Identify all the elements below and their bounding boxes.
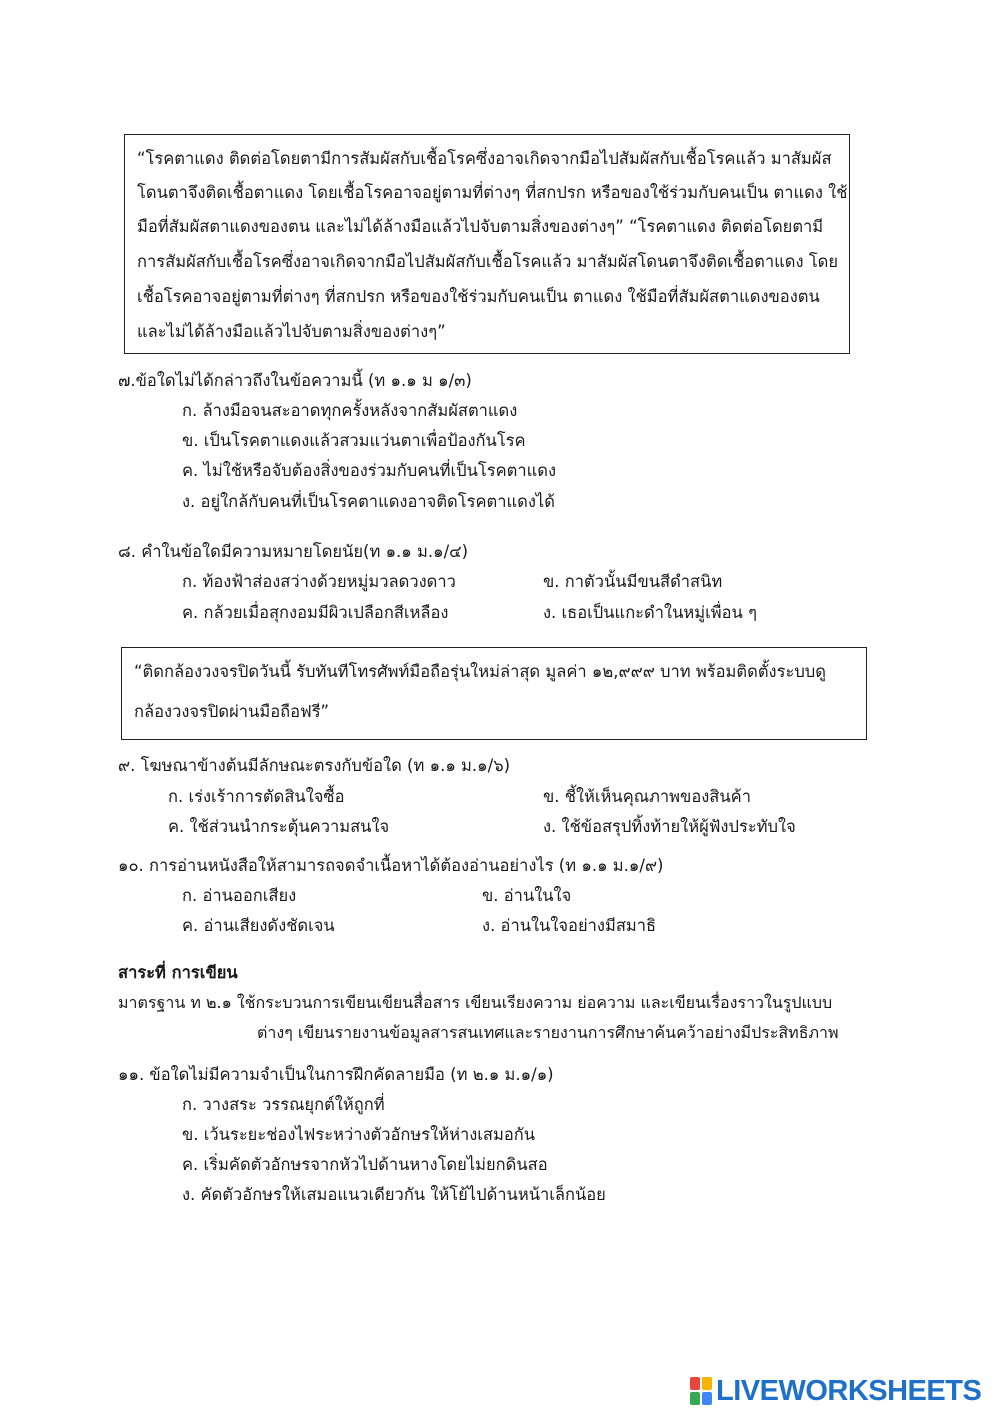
passage-1-line: มือที่สัมผัสตาแดงของตน และไม่ได้ล้างมือแล้วไปจับตามสิ่งของต่างๆ” “โรคตาแดง ติดต่อโดยตามี [137, 217, 824, 236]
q11-option-c[interactable]: ค. เริ่มคัดตัวอักษรจากหัวไปด้านหางโดยไม่ยกดินสอ [182, 1155, 548, 1174]
question-11: ๑๑. ข้อใดไม่มีความจำเป็นในการฝึกคัดลายมือ (ท ๒.๑ ม.๑/๑) [118, 1065, 554, 1084]
passage-box-1 [124, 134, 850, 354]
q9-option-c[interactable]: ค. ใช้ส่วนนำกระตุ้นความสนใจ [168, 817, 390, 836]
question-8: ๘. คำในข้อใดมีความหมายโดยนัย(ท ๑.๑ ม.๑/๔) [118, 542, 469, 561]
passage-2-line: “ติดกล้องวงจรปิดวันนี้ รับทันทีโทรศัพท์มือถือรุ่นใหม่ล่าสุด มูลค่า ๑๒,๙๙๙ บาท พร้อมติดตั้งระบบดู [134, 662, 827, 681]
q11-option-d[interactable]: ง. คัดตัวอักษรให้เสมอแนวเดียวกัน ให้โย้ไปด้านหน้าเล็กน้อย [182, 1185, 606, 1204]
section-title: สาระที่ การเขียน [118, 963, 238, 982]
q10-option-c[interactable]: ค. อ่านเสียงดังชัดเจน [182, 916, 335, 935]
q7-option-d[interactable]: ง. อยู่ใกล้กับคนที่เป็นโรคตาแดงอาจติดโรคตาแดงได้ [182, 492, 555, 511]
q8-option-d[interactable]: ง. เธอเป็นแกะดำในหมู่เพื่อน ๆ [543, 603, 757, 622]
standard-line-2: ต่างๆ เขียนรายงานข้อมูลสารสนเทศและรายงานการศึกษาค้นคว้าอย่างมีประสิทธิภาพ [257, 1023, 839, 1042]
passage-box-2 [121, 647, 867, 740]
logo-tile [690, 1392, 700, 1405]
passage-1-line: การสัมผัสกับเชื้อโรคซึ่งอาจเกิดจากมือไปสัมผัสกับเชื้อโรคแล้ว มาสัมผัสโดนตาจึงติดเชื้อตาแดง โดย [137, 252, 839, 271]
passage-2-line: กล้องวงจรปิดผ่านมือถือฟรี” [134, 702, 330, 721]
liveworksheets-icon [690, 1377, 712, 1405]
logo-tile [702, 1377, 712, 1390]
q11-option-a[interactable]: ก. วางสระ วรรณยุกต์ให้ถูกที่ [182, 1095, 385, 1114]
liveworksheets-logo [690, 1373, 990, 1409]
q10-option-b[interactable]: ข. อ่านในใจ [482, 886, 572, 905]
q10-option-a[interactable]: ก. อ่านออกเสียง [182, 886, 297, 905]
logo-tile [690, 1377, 700, 1390]
q8-option-c[interactable]: ค. กล้วยเมื่อสุกงอมมีผิวเปลือกสีเหลือง [182, 603, 449, 622]
q7-option-b[interactable]: ข. เป็นโรคตาแดงแล้วสวมแว่นตาเพื่อป้องกันโรค [182, 431, 526, 450]
q10-option-d[interactable]: ง. อ่านในใจอย่างมีสมาธิ [482, 916, 657, 935]
q9-option-a[interactable]: ก. เร่งเร้าการตัดสินใจซื้อ [168, 787, 345, 806]
q8-option-a[interactable]: ก. ท้องฟ้าส่องสว่างด้วยหมู่มวลดวงดาว [182, 572, 456, 591]
q7-option-c[interactable]: ค. ไม่ใช้หรือจับต้องสิ่งของร่วมกับคนที่เป็นโรคตาแดง [182, 461, 557, 480]
q11-option-b[interactable]: ข. เว้นระยะช่องไฟระหว่างตัวอักษรให้ห่างเสมอกัน [182, 1125, 536, 1144]
q9-option-d[interactable]: ง. ใช้ข้อสรุปทิ้งท้ายให้ผู้ฟังประทับใจ [543, 817, 796, 836]
standard-line-1: มาตรฐาน ท ๒.๑ ใช้กระบวนการเขียนเขียนสื่อสาร เขียนเรียงความ ย่อความ และเขียนเรื่องราวในรูปแบบ [118, 993, 833, 1012]
question-9: ๙. โฆษณาข้างต้นมีลักษณะตรงกับข้อใด (ท ๑.๑ ม.๑/๖) [118, 756, 511, 775]
q7-option-a[interactable]: ก. ล้างมือจนสะอาดทุกครั้งหลังจากสัมผัสตาแดง [182, 401, 518, 420]
passage-1-line: “โรคตาแดง ติดต่อโดยตามีการสัมผัสกับเชื้อโรคซึ่งอาจเกิดจากมือไปสัมผัสกับเชื้อโรคแล้ว มาสัมผัส [137, 149, 832, 168]
passage-1-line: เชื้อโรคอาจอยู่ตามที่ต่างๆ ที่สกปรก หรือของใช้ร่วมกับคนเป็น ตาแดง ใช้มือที่สัมผัสตาแดงของตน [137, 287, 820, 306]
q9-option-b[interactable]: ข. ชี้ให้เห็นคุณภาพของสินค้า [543, 787, 751, 806]
passage-1-line: และไม่ได้ล้างมือแล้วไปจับตามสิ่งของต่างๆ” [137, 322, 446, 341]
question-10: ๑๐. การอ่านหนังสือให้สามารถจดจำเนื้อหาได้ต้องอ่านอย่างไร (ท ๑.๑ ม.๑/๙) [118, 856, 664, 875]
passage-1-line: โดนตาจึงติดเชื้อตาแดง โดยเชื้อโรคอาจอยู่ตามที่ต่างๆ ที่สกปรก หรือของใช้ร่วมกับคนเป็น ตาแดง ใช้ [137, 183, 848, 202]
logo-text: LIVEWORKSHEETS [716, 1374, 982, 1407]
logo-tile [702, 1392, 712, 1405]
q8-option-b[interactable]: ข. กาตัวนั้นมีขนสีดำสนิท [543, 572, 723, 591]
question-7: ๗.ข้อใดไม่ได้กล่าวถึงในข้อความนี้ (ท ๑.๑ ม ๑/๓) [118, 371, 472, 390]
